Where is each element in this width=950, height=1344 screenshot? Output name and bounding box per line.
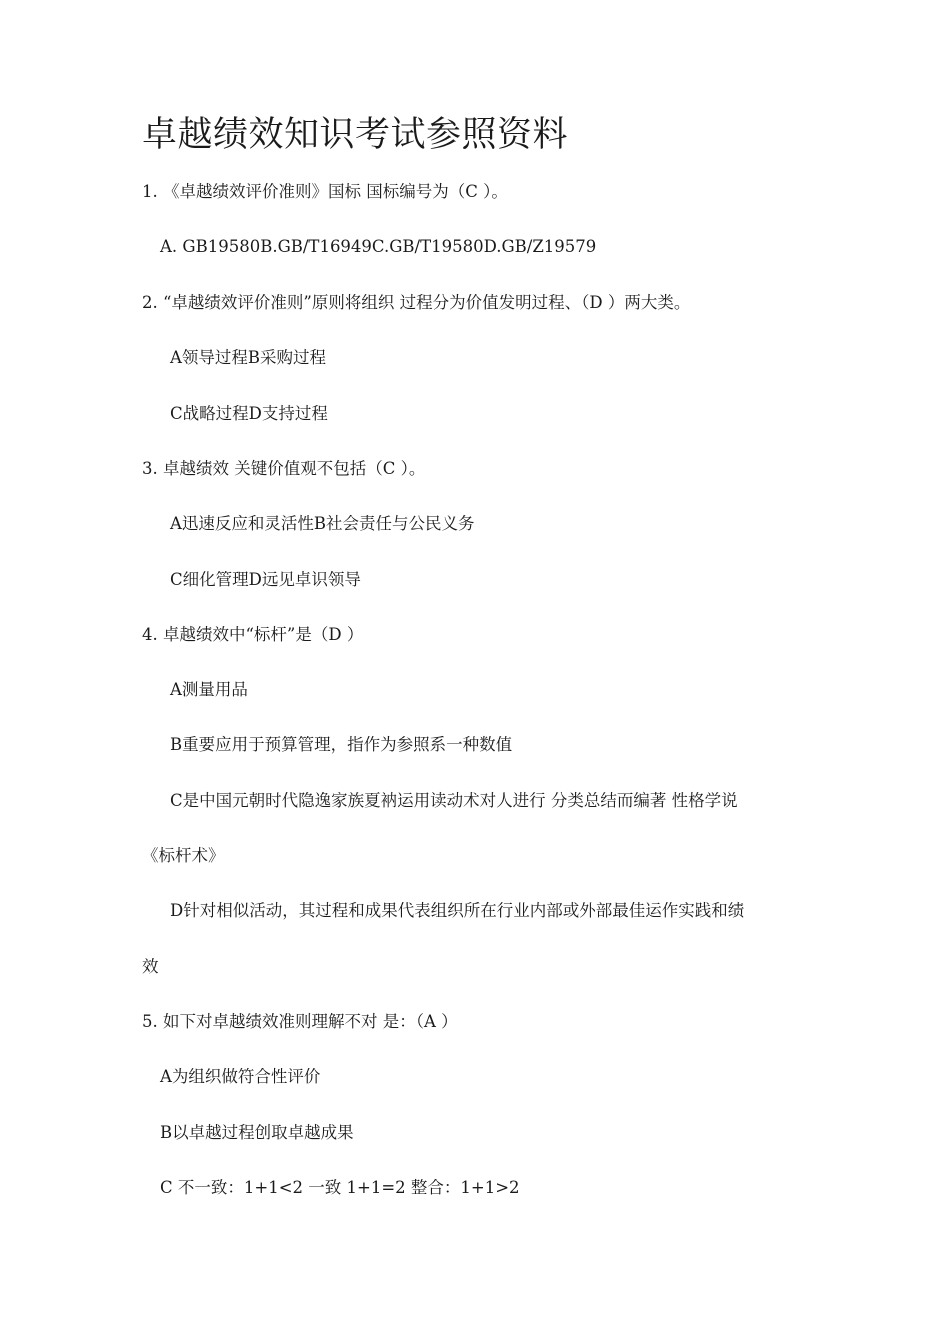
question-3-options-ab: A迅速反应和灵活性B社会责任与公民义务 <box>170 514 475 533</box>
question-4-option-a: A测量用品 <box>170 680 248 699</box>
question-4-option-d: D针对相似活动，其过程和成果代表组织所在行业内部或外部最佳运作实践和绩 <box>170 901 745 920</box>
question-2: 2. “卓越绩效评价准则”原则将组织 过程分为价值发明过程、（D ）两大类。 <box>142 293 691 312</box>
question-4-option-c: C是中国元朝时代隐逸家族夏衲运用读动术对人进行 分类总结而编著 性格学说 <box>170 791 738 810</box>
question-1-options: A. GB19580B.GB/T16949C.GB/T19580D.GB/Z19579 <box>160 237 597 256</box>
question-3-options-cd: C细化管理D远见卓识领导 <box>170 570 361 589</box>
question-4: 4. 卓越绩效中“标杆”是（D ） <box>142 625 364 644</box>
question-3: 3. 卓越绩效 关键价值观不包括（C ）。 <box>142 459 426 478</box>
question-5: 5. 如下对卓越绩效准则理解不对 是：（A ） <box>142 1012 458 1031</box>
question-1: 1. 《卓越绩效评价准则》国标 国标编号为（C ）。 <box>142 182 508 201</box>
question-4-option-d-continued: 效 <box>142 957 159 976</box>
question-5-option-a: A为组织做符合性评价 <box>160 1067 321 1086</box>
question-2-options-ab: A领导过程B采购过程 <box>170 348 327 367</box>
document-title: 卓越绩效知识考试参照资料 <box>142 115 569 155</box>
question-4-option-c-continued: 《标杆术》 <box>142 846 225 865</box>
question-2-options-cd: C战略过程D支持过程 <box>170 404 328 423</box>
question-5-option-b: B以卓越过程创取卓越成果 <box>160 1123 354 1142</box>
question-4-option-b: B重要应用于预算管理，指作为参照系一种数值 <box>170 735 513 754</box>
question-5-option-c: C 不一致：1+1<2 一致 1+1=2 整合：1+1>2 <box>160 1178 520 1197</box>
